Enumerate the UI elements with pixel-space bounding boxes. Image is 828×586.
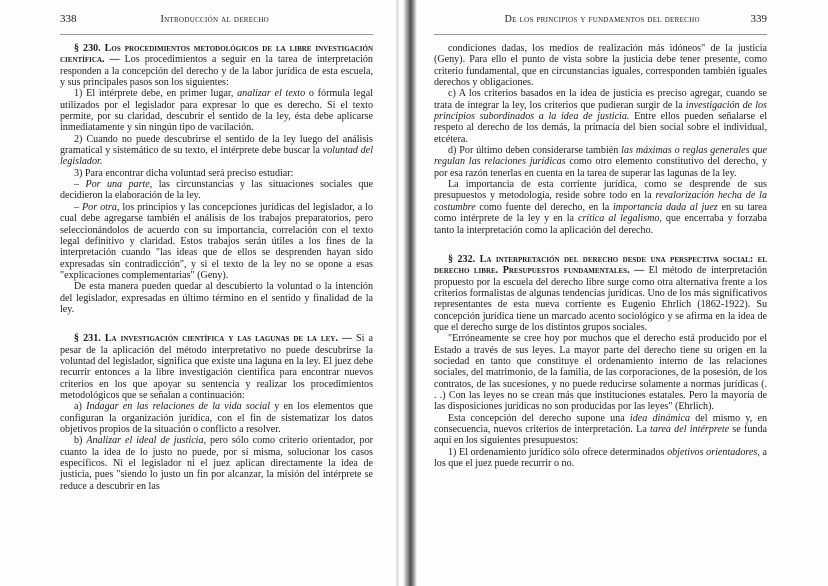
paragraph-text: El intérprete debe, en primer lugar,: [86, 88, 238, 100]
paragraph-text: como otro elemento constitutivo del derecho, y por esa razón tenerlas en cuenta en la tarea de superar las lagunas de la ley.: [434, 156, 768, 179]
paragraph-text: 1): [74, 88, 87, 100]
section-number: § 230.: [74, 43, 105, 54]
body-paragraph: [60, 281, 373, 315]
emphasis-text: importancia dada al juez: [612, 201, 718, 213]
paragraph-text: Esta concepción del derecho supone una: [448, 412, 630, 424]
paragraph-text: pero sólo como criterio orientador, por cuanto la idea de lo justo no puede, por sí misma, solucionar los casos específicos. Ni el legislador ni el juez aplican directamente la idea de justicia, pues "siendo lo justo un fin por alcanzar, la misión del intérprete se reduce a descubrir en las: [60, 435, 373, 492]
body-paragraph: [434, 413, 767, 447]
paragraph-text: Si a pesar de la aplicación del método interpretativo no puede descubrirse la voluntad del legislador, significa que existe una laguna en la ley. El juez debe recurrir entonces a la libre investigación científica para encontrar nuevos criterios en los que apoyar su sentencia y realizar los procedimientos metodológicos que se señalan a continuación:: [60, 333, 373, 401]
paragraph-text: El método de interpretación propuesto por la escuela del derecho libre surge como otra alternativa frente a los criterios formalistas de algunas tendencias jurídicas. Uno de los más significativos representantes de esta nueva corriente es Eugenio Ehrlich (1862-1922). Su concepción jurídica tiene un marcado acento sociológico y se afirma en la idea de que el derecho surge de los distintos grupos sociales.: [434, 265, 767, 333]
body-paragraph: [434, 447, 767, 470]
right-page-body: [434, 43, 767, 469]
section-paragraph: [434, 254, 767, 333]
emphasis-text: las máximas o reglas generales que regulan las relaciones jurídicas: [434, 145, 767, 168]
body-paragraph: [434, 88, 767, 145]
body-paragraph: [60, 401, 373, 435]
left-page-number: 338: [60, 13, 77, 25]
paragraph-text: y en los elementos que configuran la organización jurídica, con el fin de sistematizar los datos objetivos propios de la situación o conflicto a resolver.: [60, 401, 373, 435]
emphasis-text: tarea del intérprete: [650, 424, 730, 435]
body-paragraph: [60, 202, 373, 281]
left-page-body: [60, 43, 373, 492]
right-running-header: [434, 14, 767, 35]
paragraph-text: 3) Para encontrar dicha voluntad será preciso estudiar:: [74, 167, 294, 179]
paragraph-text: como fuente del derecho, en la: [475, 201, 613, 213]
right-running-title: De los principios y fundamentos del derecho: [504, 14, 700, 25]
page-curve-shadow: [396, 0, 399, 586]
right-page: [434, 14, 767, 469]
paragraph-text: los principios y las concepciones jurídicas del legislador, a lo cual debe agregarse también el análisis de los trabajos preparatorios, pero seleccionándolos de acuerdo con su importancia, correlación con el texto legal definitivo y claridad. Estos trabajos serán útiles a los fines de la interpretación cuando "las ideas que de ellos se desprenden hayan sido expresadas sin contradicción", y si el texto de la ley no se opone a esas "explicaciones complementarias" (Geny).: [60, 201, 373, 281]
paragraph-text: b): [74, 435, 87, 447]
paragraph-text: del mismo y, en consecuencia, nuevos criterios de interpretación. La: [434, 412, 768, 435]
paragraph-text: Entre ellos pueden señalarse el respeto al derecho de los demás, la primacía del bien social sobre el individual, etcétera.: [434, 111, 767, 145]
emphasis-text: Analizar el ideal de justicia,: [86, 435, 207, 447]
paragraph-text: –: [74, 201, 82, 213]
emphasis-text: idea dinámica: [629, 412, 691, 424]
left-running-header: [60, 14, 373, 35]
body-paragraph: [434, 179, 767, 236]
emphasis-text: Por otra,: [82, 201, 120, 213]
left-running-title: Introducción al derecho: [160, 14, 270, 25]
emphasis-text: revalorización hecha de la costumbre: [434, 190, 767, 213]
book-gutter: [403, 0, 417, 586]
emphasis-text: crítica al legalismo,: [577, 213, 662, 225]
paragraph-text: a los que el juez puede recurrir o no.: [434, 446, 767, 470]
paragraph-text: "Erróneamente se cree hoy por muchos que el derecho está producido por el Estado a través de sus leyes. La mayor parte del derecho tiene su origen en la sociedad en tanto que constituye el ordenamiento interno de las relaciones sociales, del matrimonio, de la familia, de las corporaciones, de la posesión, de los contratos, de las sucesiones, y no puede reducirse solamente a normas jurídicas (. . .) Con las leyes no se crean más que instituciones estatales. Pero la mayoría de las disposiciones jurídicas no son producidas por las leyes" (Ehrlich).: [434, 333, 767, 413]
section-title: La interpretación del derecho desde una perspectiva social: el derecho libre. Presupuestos fundamentales. —: [434, 253, 767, 277]
paragraph-text: d) Por último deben considerarse también: [448, 145, 622, 157]
left-page: [60, 14, 373, 492]
emphasis-text: Por una parte,: [85, 179, 153, 191]
body-paragraph: [60, 179, 373, 202]
emphasis-text: investigación de los principios subordinados a la idea de justicia.: [434, 99, 767, 123]
paragraph-text: La importancia de esta corriente jurídica, como se desprende de sus presupuestos y metodología, reside sobre todo en la: [434, 179, 767, 202]
section-number: § 232.: [448, 253, 480, 265]
paragraph-text: condiciones dadas, los medios de realización más idóneos" de la justicia (Geny). Para ello el punto de vista sobre la justicia debe tener presente, como criterio fundamental, que en circunstancias iguales, corresponden también iguales derechos y obligaciones.: [434, 43, 767, 89]
paragraph-text: c) A los criterios basados en la idea de justicia es preciso agregar, cuando se trata de integrar la ley, los criterios que pudieran surgir de la: [434, 88, 767, 111]
paragraph-text: que encerraba y forzaba tanto la interpretación como la aplicación del derecho.: [434, 213, 767, 236]
body-paragraph: [60, 168, 373, 179]
section-paragraph: [60, 43, 373, 88]
section-paragraph: [60, 333, 373, 401]
body-paragraph: [434, 145, 767, 179]
emphasis-text: voluntad del legislador.: [60, 145, 373, 168]
paragraph-text: las circunstancias y las situaciones sociales que decidieron la elaboración de la ley.: [60, 179, 373, 202]
right-page-number: 339: [750, 13, 767, 25]
paragraph-text: o fórmula legal utilizados por el legislador para expresar lo que es derecho. Si el texto permite, por su claridad, descubrir el sentido de la ley, ésta debe aplicarse inmediatamente y sin ningún tipo de vacilación.: [60, 88, 373, 134]
paragraph-text: a): [74, 401, 87, 413]
emphasis-text: Indagar en las relaciones de la vida social: [86, 401, 271, 413]
paragraph-text: –: [74, 179, 86, 191]
body-paragraph: [60, 134, 373, 168]
section-title: Los procedimientos metodológicos de la libre investigación científica. —: [60, 43, 373, 66]
paragraph-text: De esta manera pueden quedar al descubierto la voluntad o la intención del legislador, expresadas en último término en el sentido y finalidad de la ley.: [60, 281, 373, 315]
body-paragraph: [434, 43, 767, 88]
emphasis-text: objetivos orientadores,: [667, 446, 760, 458]
paragraph-text: 1) El ordenamiento jurídico sólo ofrece determinados: [448, 446, 668, 458]
body-paragraph: [434, 333, 767, 412]
body-paragraph: [60, 88, 373, 133]
emphasis-text: analizar el texto: [237, 88, 306, 100]
section-title: La investigación científica y las lagunas de la ley. —: [104, 333, 352, 345]
body-paragraph: [60, 435, 373, 492]
section-number: § 231.: [74, 333, 105, 345]
paragraph-text: en su tarea como intérprete de la ley y en la: [434, 201, 768, 225]
paragraph-text: Los procedimientos a seguir en la tarea de interpretación responden a la concepción del derecho y de la labor jurídica de esta escuela, y sus principales pasos son los siguientes:: [60, 54, 373, 89]
paragraph-text: se funda aquí en los siguientes presupuestos:: [434, 424, 767, 447]
paragraph-text: 2) Cuando no puede descubrirse el sentido de la ley luego del análisis gramatical y sistemático de su texto, el intérprete debe buscar la: [60, 133, 373, 157]
